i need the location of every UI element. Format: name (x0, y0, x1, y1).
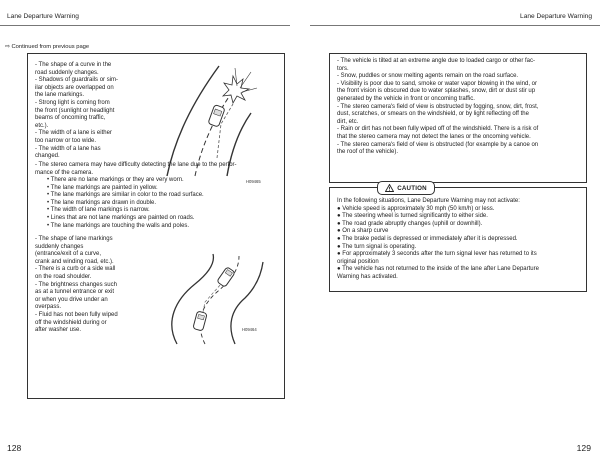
figure-code-2: H09464 (242, 327, 257, 332)
list-line: the lane markings. (35, 92, 85, 99)
caution-item: Warning has activated. (337, 273, 398, 280)
caution-item: ● On a sharp curve (337, 228, 389, 235)
list-line: road suddenly changes. (35, 69, 99, 76)
page-number-right: 129 (576, 443, 591, 453)
list-line: - The width of a lane has (35, 145, 101, 152)
list-line: dust, scratches, or smears on the windshield, or by light reflecting off the (337, 111, 529, 118)
sub-list-item: • The lane markings are similar in color to the road surface. (47, 192, 204, 199)
continued-note: ⇨ Continued from previous page (5, 44, 90, 50)
list-line: - The vehicle is tilted at an extreme angle due to loaded cargo or other fac- (337, 58, 536, 64)
list-line: as at a tunnel entrance or exit (35, 289, 115, 296)
caution-item: ● For approximately 3 seconds after the turn signal lever has returned to its (337, 251, 537, 258)
caution-item: ● The road grade abruptly changes (uphill or downhill). (337, 220, 483, 227)
left-list-2 (35, 236, 118, 335)
camera-note (35, 162, 237, 177)
header-left: Lane Departure Warning (7, 13, 79, 20)
caution-content (337, 198, 539, 282)
list-line: the front vision is obscured due to water splashes, snow, dirt or dust stir up (337, 88, 536, 95)
sub-list-item: • There are no lane markings or they are very worn. (47, 177, 184, 183)
list-line: - The stereo camera may have difficulty detecting the lane due to the perfor- (35, 162, 237, 168)
list-line: overpass. (35, 304, 62, 311)
list-line: - There is a curb or a side wall (35, 266, 116, 273)
warning-triangle-icon (385, 184, 394, 192)
list-line: that the stereo camera may not detect the lanes or the oncoming vehicle. (337, 133, 531, 140)
list-line: changed. (35, 153, 60, 160)
list-line: etc.). (35, 122, 49, 129)
list-line: - The shape of a curve in the (35, 62, 112, 68)
list-line: - Rain or dirt has not been fully wiped off of the windshield. There is a risk of (337, 126, 539, 133)
list-line: the front (sunlight or headlight (35, 107, 115, 114)
caution-item: ● The steering wheel is turned significantly to either side. (337, 213, 488, 220)
page-number-left: 128 (7, 443, 22, 453)
list-line: ilar objects are overlapped on (35, 84, 114, 91)
list-line: - Visibility is poor due to sand, smoke or water vapor blowing in the wind, or (337, 80, 537, 87)
list-line: too narrow or too wide. (35, 137, 97, 144)
list-line: crank and winding road, etc.). (35, 258, 114, 265)
sub-list (47, 177, 204, 230)
list-line: tors. (337, 65, 349, 72)
list-line: on the road shoulder. (35, 273, 92, 280)
caution-badge (377, 181, 435, 195)
list-line: mance of the camera. (35, 169, 94, 176)
header-rule-left (0, 25, 290, 26)
list-line: generated by the vehicle in front or oncoming traffic. (337, 95, 475, 102)
right-list (337, 58, 538, 157)
figure-code-1: H09465 (246, 179, 261, 184)
list-line: - The brightness changes such (35, 281, 117, 288)
list-line: - The shape of lane markings (35, 236, 113, 242)
caution-item: ● Vehicle speed is approximately 30 mph (50 km/h) or less. (337, 205, 495, 212)
header-right: Lane Departure Warning (520, 13, 592, 20)
list-line: suddenly changes (35, 243, 84, 250)
caution-item: ● The turn signal is operating. (337, 243, 417, 250)
left-list-1 (35, 62, 118, 161)
caution-item: ● The brake pedal is depressed or immediately after it is depressed. (337, 235, 518, 242)
list-line: (entrance/exit of a curve, (35, 251, 102, 258)
sub-list-item: • The lane markings are touching the walls and poles. (47, 222, 190, 229)
list-line: - The width of a lane is either (35, 130, 112, 137)
caution-item: ● The vehicle has not returned to the inside of the lane after Lane Departure (337, 266, 539, 273)
list-line: - Fluid has not been fully wiped (35, 311, 118, 318)
sub-list-item: • The lane markings are painted in yellow. (47, 184, 158, 191)
caution-item: original position (337, 258, 379, 265)
sub-list-item: • The lane markings are drawn in double. (47, 199, 157, 206)
caution-label: CAUTION (397, 184, 427, 192)
list-line: after washer use. (35, 327, 82, 334)
list-line: the roof of the vehicle). (337, 149, 399, 156)
list-line: - The stereo camera's field of view is obstructed by fogging, snow, dirt, frost, (337, 103, 539, 110)
list-line: beams of oncoming traffic, (35, 115, 106, 122)
list-line: - Strong light is coming from (35, 99, 110, 106)
sub-list-item: • Lines that are not lane markings are painted on roads. (47, 214, 195, 221)
list-line: - Shadows of guardrails or sim- (35, 77, 119, 84)
winding-road-figure (155, 252, 265, 347)
list-line: or when you drive under an (35, 296, 108, 303)
caution-intro: In the following situations, Lane Departure Warning may not activate: (337, 198, 520, 204)
list-line: off the windshield during or (35, 319, 107, 326)
sub-list-item: • The width of lane markings is narrow. (47, 207, 150, 214)
curve-road-figure (147, 58, 265, 178)
list-line: - The stereo camera's field of view is obstructed (for example by a canoe on (337, 141, 539, 148)
header-rule-right (310, 25, 600, 26)
list-line: dirt, etc. (337, 118, 359, 125)
list-line: - Snow, puddles or snow melting agents remain on the road surface. (337, 73, 519, 80)
